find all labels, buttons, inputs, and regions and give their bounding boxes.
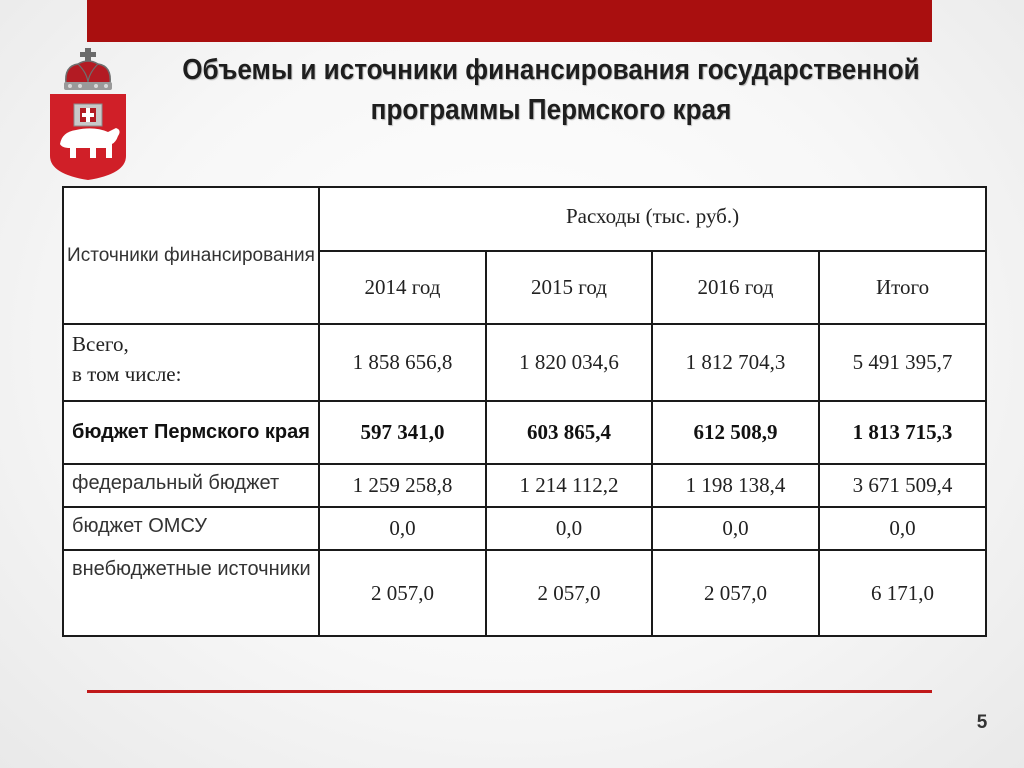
- year-2015-header: 2015 год: [486, 251, 652, 324]
- value-cell: 612 508,9: [652, 401, 819, 464]
- value-cell: 2 057,0: [652, 550, 819, 636]
- title-line-1: Объемы и источники финансирования государственной: [182, 54, 920, 86]
- table-row: [63, 550, 986, 636]
- table-row: [63, 324, 986, 401]
- table-header-row: [63, 187, 986, 251]
- value-cell: 0,0: [319, 507, 486, 550]
- value-cell: 0,0: [652, 507, 819, 550]
- value-cell: 5 491 395,7: [819, 324, 986, 401]
- value-cell: 1 813 715,3: [819, 401, 986, 464]
- table-row: [63, 507, 986, 550]
- value-cell: 0,0: [486, 507, 652, 550]
- top-accent-bar: [87, 0, 932, 42]
- value-cell: 1 259 258,8: [319, 464, 486, 507]
- title-line-2: программы Пермского края: [370, 94, 732, 126]
- value-cell: 2 057,0: [486, 550, 652, 636]
- value-cell: 1 214 112,2: [486, 464, 652, 507]
- row-label-omsu-budget: бюджет ОМСУ: [63, 507, 319, 550]
- sources-header-cell: Источники финансирования: [63, 187, 319, 324]
- value-cell: 1 858 656,8: [319, 324, 486, 401]
- row-label-federal-budget: федеральный бюджет: [63, 464, 319, 507]
- page-number: 5: [976, 712, 988, 733]
- slide-title: [170, 50, 931, 130]
- bottom-divider: [87, 690, 932, 693]
- row-label-regional-budget: бюджет Пермского края: [63, 401, 319, 464]
- row-label-total: [63, 324, 319, 401]
- row-label-total-line1: Всего,: [72, 332, 129, 356]
- table-row: [63, 464, 986, 507]
- value-cell: 1 820 034,6: [486, 324, 652, 401]
- total-header: Итого: [819, 251, 986, 324]
- value-cell: 1 812 704,3: [652, 324, 819, 401]
- year-2014-header: 2014 год: [319, 251, 486, 324]
- value-cell: 2 057,0: [319, 550, 486, 636]
- value-cell: 1 198 138,4: [652, 464, 819, 507]
- value-cell: 6 171,0: [819, 550, 986, 636]
- table-row: [63, 401, 986, 464]
- expenses-header-cell: Расходы (тыс. руб.): [319, 187, 986, 251]
- row-label-total-line2: в том числе:: [72, 362, 182, 386]
- row-label-extrabudgetary: внебюджетные источники: [63, 550, 319, 636]
- value-cell: 0,0: [819, 507, 986, 550]
- value-cell: 597 341,0: [319, 401, 486, 464]
- perm-krai-coat-of-arms-icon: [46, 44, 130, 182]
- year-2016-header: 2016 год: [652, 251, 819, 324]
- financing-table: [62, 186, 987, 637]
- value-cell: 603 865,4: [486, 401, 652, 464]
- value-cell: 3 671 509,4: [819, 464, 986, 507]
